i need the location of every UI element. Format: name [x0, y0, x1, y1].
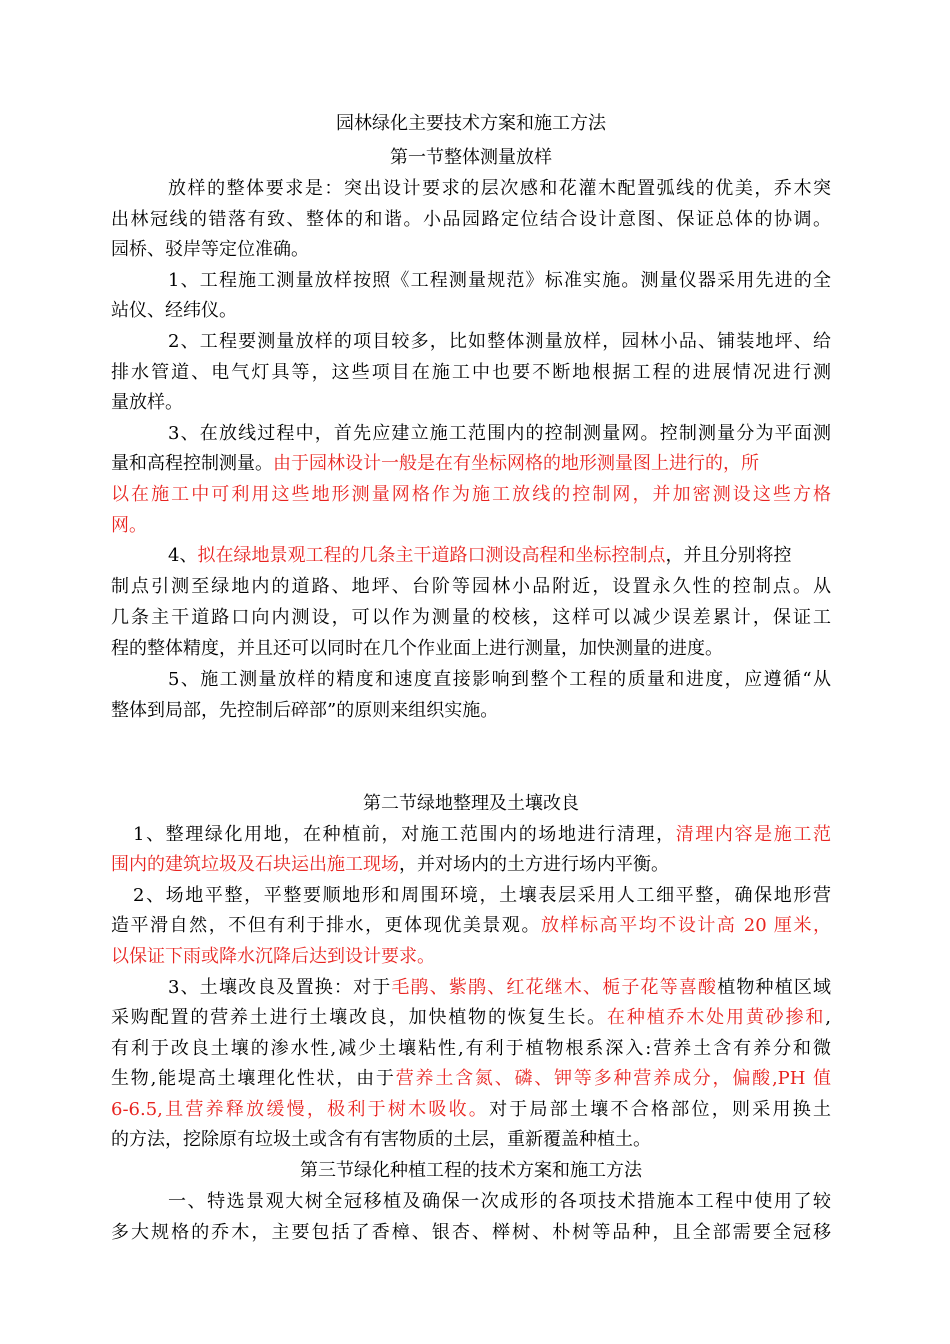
- paragraph-line: 程的整体精度，并且还可以同时在几个作业面上进行测量，加快测量的进度。: [111, 638, 723, 659]
- highlighted-text: 放样标高平均不设计高 20 厘米，: [541, 915, 832, 936]
- paragraph-line: 出林冠线的错落有致、整体的和谐。小品园路定位结合设计意图、保证总体的协调。: [111, 209, 831, 230]
- paragraph-line: 2、工程要测量放样的项目较多，比如整体测量放样，园林小品、铺装地坪、给: [168, 331, 831, 352]
- paragraph-line: [111, 1006, 831, 1030]
- section-3-heading: 第三节绿化种植工程的技术方案和施工方法: [300, 1160, 642, 1181]
- text-run: 3、土壤改良及置换：对于: [168, 977, 392, 998]
- paragraph-line: 5、施工测量放样的精度和速度直接影响到整个工程的质量和进度，应遵循“从: [168, 669, 831, 690]
- paragraph-line: [111, 1067, 831, 1091]
- highlighted-line: 以在施工中可利用这些地形测量网格作为施工放线的控制网，并加密测设这些方格: [111, 484, 831, 505]
- text-run: ,: [825, 1007, 831, 1028]
- highlighted-text: 营养土含氮、磷、钾等多种营养成分，偏酸,PH 值: [395, 1068, 831, 1089]
- section-1-heading: 第一节整体测量放样: [390, 147, 552, 168]
- text-run: 对于局部土壤不合格部位，则采用换土: [489, 1099, 831, 1120]
- paragraph-line: 1、工程施工测量放样按照《工程测量规范》标准实施。测量仪器采用先进的全: [168, 270, 831, 291]
- section-2-heading: 第二节绿地整理及土壤改良: [363, 793, 579, 814]
- paragraph-line: [168, 544, 831, 568]
- paragraph-line: [111, 914, 831, 938]
- highlighted-text: 毛鹃、紫鹃、红花继木、栀子花等喜酸: [391, 977, 718, 998]
- paragraph-line: [133, 823, 831, 847]
- highlighted-line: 网。: [111, 515, 147, 536]
- text-run: 生物,能堤高土壤理化性状，由于: [111, 1068, 396, 1089]
- paragraph-line: 量放样。: [111, 392, 183, 413]
- paragraph-line: 几条主干道路口向内测设，可以作为测量的校核，这样可以减少误差累计，保证工: [111, 607, 831, 628]
- paragraph-line: 排水管道、电气灯具等，这些项目在施工中也要不断地根据工程的进展情况进行测: [111, 362, 831, 383]
- document-title: 园林绿化主要技术方案和施工方法: [336, 113, 606, 134]
- paragraph-line: 有利于改良土壤的渗水性,减少土壤粘性,有利于植物根系深入:营养土含有养分和微: [111, 1038, 831, 1059]
- highlighted-text: 清理内容是施工范: [675, 824, 831, 845]
- text-run: 植物种植区域: [717, 977, 832, 998]
- paragraph-line: 制点引测至绿地内的道路、地坪、台阶等园林小品附近，设置永久性的控制点。从: [111, 576, 831, 597]
- highlighted-text: 6-6.5,且营养释放缓慢，极利于树木吸收。: [111, 1099, 490, 1120]
- paragraph-line: [111, 853, 831, 877]
- highlighted-text: 在种植乔木处用黄砂掺和: [607, 1007, 826, 1028]
- highlighted-text: 拟在绿地景观工程的几条主干道路口测设高程和坐标控制点: [197, 545, 666, 566]
- highlighted-text: 由于园林设计一般是在有坐标网格的地形测量图上进行的，所: [273, 453, 759, 474]
- paragraph-line: 2、场地平整，平整要顺地形和周围环境，土壤表层采用人工细平整，确保地形营: [133, 885, 831, 906]
- text-run: 采购配置的营养土进行土壤改良，加快植物的恢复生长。: [111, 1007, 608, 1028]
- paragraph-line: 一、特选景观大树全冠移植及确保一次成形的各项技术措施本工程中使用了较: [168, 1191, 831, 1212]
- text-run: ，并对场内的土方进行场内平衡。: [399, 854, 669, 875]
- paragraph-line: 的方法，挖除原有垃圾土或含有有害物质的土层，重新覆盖种植土。: [111, 1129, 651, 1150]
- paragraph-line: 园桥、驳岸等定位准确。: [111, 239, 309, 260]
- paragraph-line: 整体到局部，先控制后碎部”的原则来组织实施。: [111, 700, 499, 721]
- paragraph-line: [111, 1098, 831, 1122]
- paragraph-line: [168, 976, 831, 1000]
- paragraph-line: 放样的整体要求是：突出设计要求的层次感和花灌木配置弧线的优美，乔木突: [168, 178, 831, 199]
- paragraph-line: [111, 452, 831, 476]
- paragraph-line: 多大规格的乔木，主要包括了香樟、银杏、榉树、朴树等品种，且全部需要全冠移: [111, 1222, 831, 1243]
- paragraph-line: 站仪、经纬仪。: [111, 300, 237, 321]
- text-run: ，并且分别将控: [665, 545, 792, 566]
- text-run: 造平滑自然，不但有利于排水，更体现优美景观。: [111, 915, 542, 936]
- text-run: 1、整理绿化用地，在种植前，对施工范围内的场地进行清理，: [133, 824, 676, 845]
- paragraph-line: 3、在放线过程中，首先应建立施工范围内的控制测量网。控制测量分为平面测: [168, 423, 831, 444]
- highlighted-text: 围内的建筑垃圾及石块运出施工现场: [111, 854, 399, 875]
- text-run: 量和高程控制测量。: [111, 453, 273, 474]
- text-run: 4、: [168, 545, 198, 566]
- highlighted-line: 以保证下雨或降水沉降后达到设计要求。: [111, 946, 435, 967]
